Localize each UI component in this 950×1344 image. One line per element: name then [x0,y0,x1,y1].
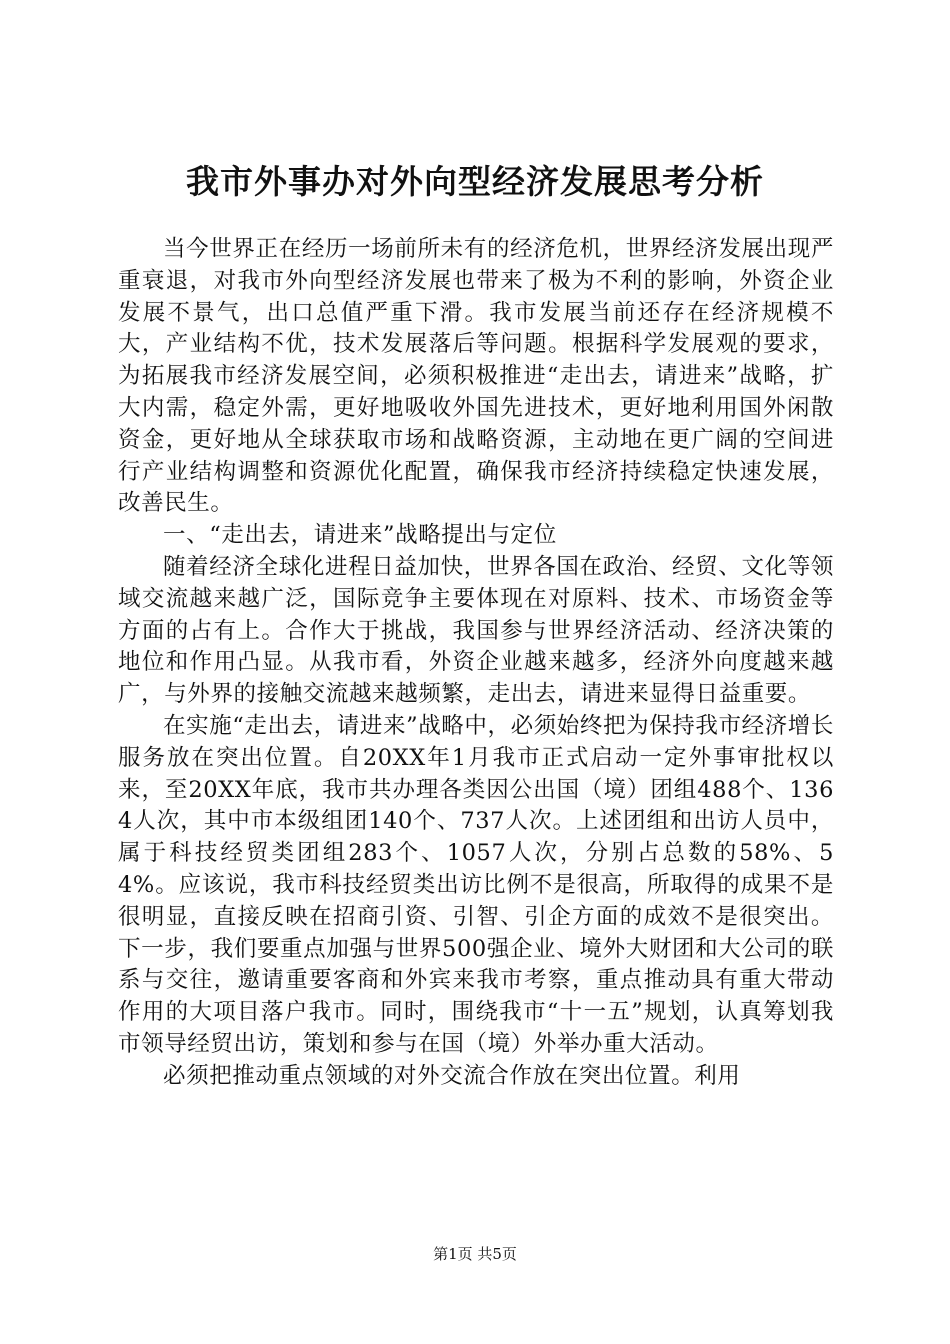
section-heading: 一、“走出去，请进来”战略提出与定位 [163,522,557,549]
paragraph-key-fields: 必须把推动重点领域的对外交流合作放在突出位置。利用 [163,1062,741,1089]
paragraph-implementation: 在实施“走出去，请进来”战略中，必须始终把为保持我市经济增长服务放在突出位置。自20XX年1月我市正式启动一定外事审批权以来，至20XX年底，我市共办理各类因公出国（境）团组488个、1364人次，其中市本级组团140个、737人次。上述团组和出访人员中，属于科技经贸类团组283个、1057人次，分别占总数的58%、54%。应该说，我市科技经贸类出访比例不是很高，所取得的成果不是很明显，直接反映在招商引资、引智、引企方面的成效不是很突出。下一步，我们要重点加强与世界500强企业、境外大财团和大公司的联系与交往，邀请重要客商和外宾来我市考察，重点推动具有重大带动作用的大项目落户我市。同时，围绕我市“十一五”规划，认真筹划我市领导经贸出访，策划和参与在国（境）外举办重大活动。 [118,712,835,1057]
paragraph-intro: 当今世界正在经历一场前所未有的经济危机，世界经济发展出现严重衰退，对我市外向型经济发展也带来了极为不利的影响，外资企业发展不景气，出口总值严重下滑。我市发展当前还存在经济规模不大，产业结构不优，技术发展落后等问题。根据科学发展观的要求，为拓展我市经济发展空间，必须积极推进“走出去，请进来”战略，扩大内需，稳定外需，更好地吸收外国先进技术，更好地利用国外闲散资金，更好地从全球获取市场和战略资源，主动地在更广阔的空间进行产业结构调整和资源优化配置，确保我市经济持续稳定快速发展，改善民生。 [118,236,834,517]
document-body [118,234,834,1093]
document-title: 我市外事办对外向型经济发展思考分析 [186,162,764,201]
paragraph-globalization: 随着经济全球化进程日益加快，世界各国在政治、经贸、文化等领域交流越来越广泛，国际竞争主要体现在对原料、技术、市场资金等方面的占有上。合作大于挑战，我国参与世界经济活动、经济决策的地位和作用凸显。从我市看，外资企业越来越多，经济外向度越来越广，与外界的接触交流越来越频繁，走出去，请进来显得日益重要。 [118,553,834,708]
page-footer: 第1页 共5页 [433,1245,517,1263]
